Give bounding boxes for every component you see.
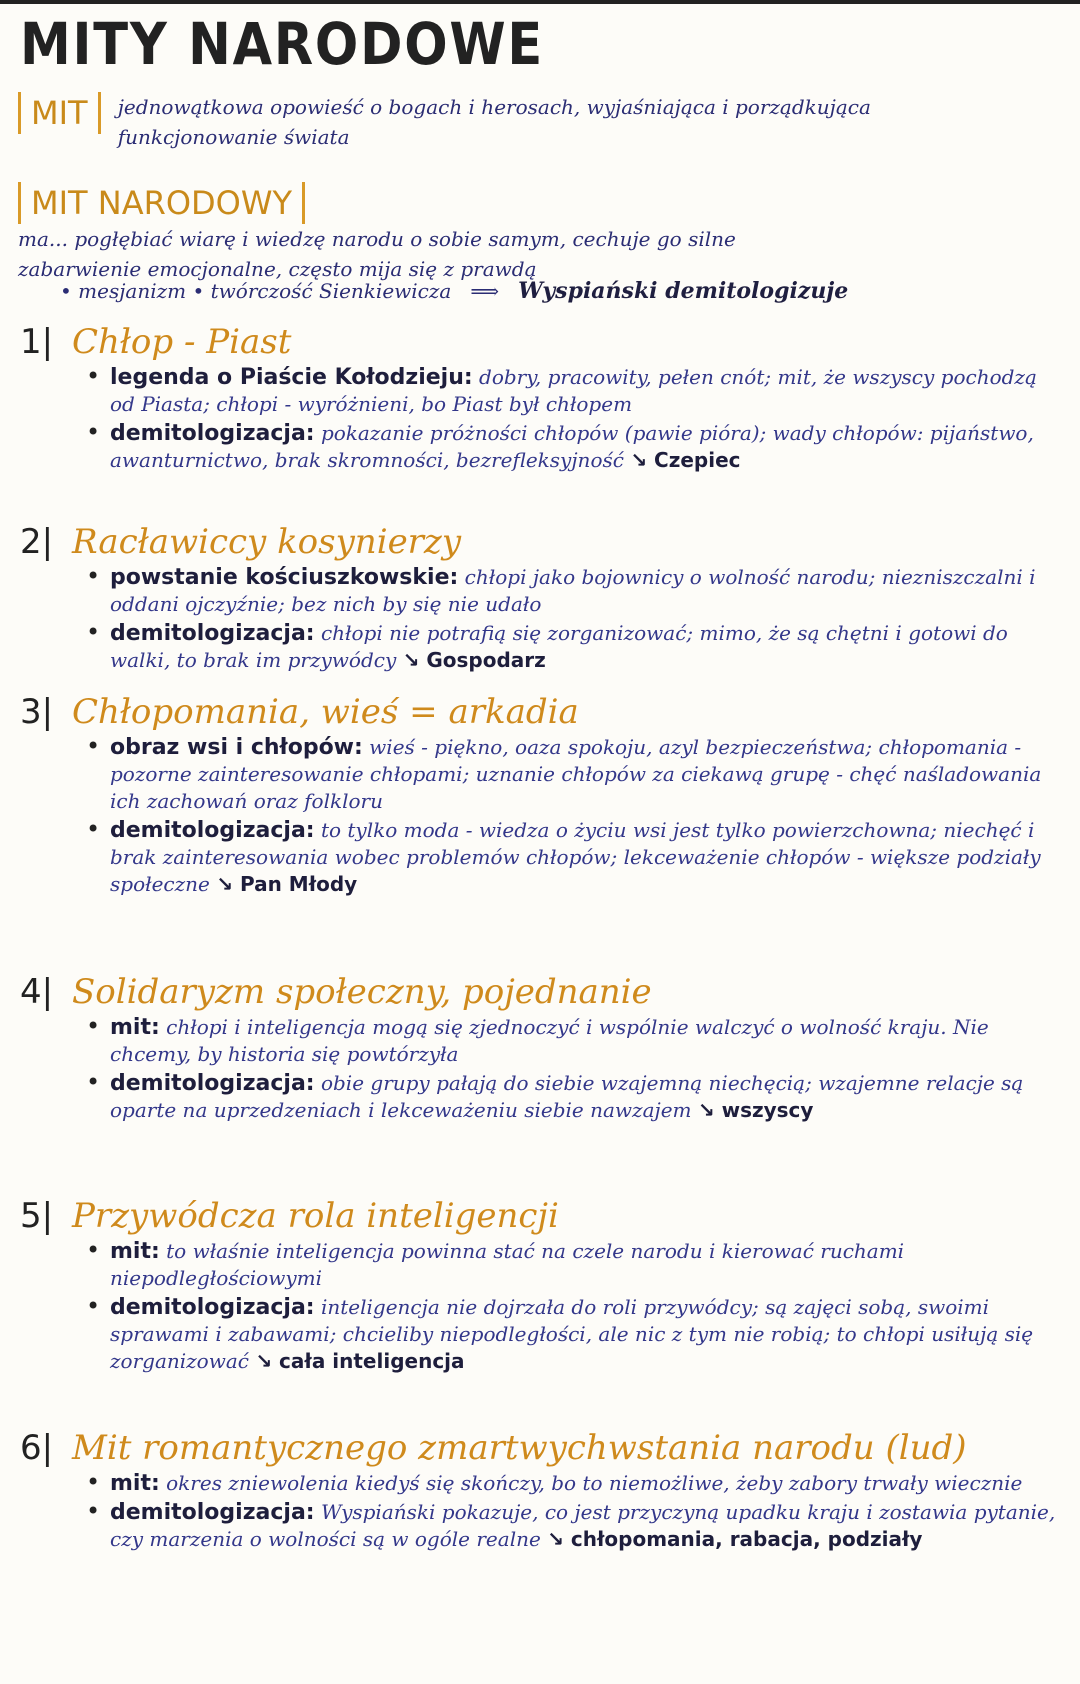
- point-label: demitologizacja:: [110, 1500, 315, 1525]
- list-item: [110, 564, 1060, 618]
- list-item: [110, 420, 1060, 474]
- point-label: demitologizacja:: [110, 1071, 315, 1096]
- definition-text: ma... pogłębiać wiarę i wiedzę narodu o sobie samym, cechuje go silne zabarwienie emocjonalne, często mija się z prawdą: [18, 227, 736, 281]
- section-title: Mit romantycznego zmartwychwstania narodu (lud): [72, 1428, 967, 1468]
- section-4: [20, 972, 1060, 1126]
- section-title: Racławiccy kosynierzy: [72, 522, 462, 562]
- section-3: [20, 692, 1060, 900]
- list-item: [110, 1070, 1060, 1124]
- point-label: mit:: [110, 1471, 160, 1496]
- list-item: [110, 1499, 1060, 1553]
- point-label: demitologizacja:: [110, 818, 315, 843]
- list-item: [110, 1238, 1060, 1292]
- point-label: mit:: [110, 1239, 160, 1264]
- definition-text: jednowątkowa opowieść o bogach i herosach, wyjaśniająca i porządkująca funkcjonowanie świata: [117, 95, 871, 149]
- section-title: Chłop - Piast: [72, 322, 292, 362]
- point-text: to tylko moda - wiedza o życiu wsi jest tylko powierzchowna; niechęć i brak zainteresowania wobec problemów chłopów; lekceważenie chłopów - większe podziały społeczne: [110, 818, 1041, 896]
- point-ref: ↘ Gospodarz: [402, 648, 546, 672]
- point-ref: ↘ Czepiec: [630, 448, 741, 472]
- point-label: demitologizacja:: [110, 1295, 315, 1320]
- list-item: [110, 1294, 1060, 1375]
- note-conclusion: Wyspiański demitologizuje: [518, 278, 849, 304]
- point-ref: ↘ chłopomania, rabacja, podziały: [547, 1527, 923, 1551]
- note-text: mesjanizm • twórczość Sienkiewicza: [78, 279, 452, 303]
- definition-term: MIT NARODOWY: [18, 182, 305, 224]
- section-number: 4|: [20, 972, 54, 1012]
- section-number: 1|: [20, 322, 54, 362]
- point-text: pokazanie próżności chłopów (pawie pióra); wady chłopów: pijaństwo, awanturnictwo, brak skromności, bezrefleksyjność: [110, 421, 1034, 472]
- point-text: inteligencja nie dojrzała do roli przywódcy; są zajęci sobą, swoimi sprawami i zabawami; chcieliby niepodległości, ale nic z tym nie robią; to chłopi usiłują się zorganizować: [110, 1295, 1034, 1373]
- point-text: chłopi i inteligencja mogą się zjednoczyć i wspólnie walczyć o wolność kraju. Nie chcemy, by historia się powtórzyła: [110, 1015, 989, 1066]
- note-line: • mesjanizm • twórczość Sienkiewicza ⟹ Wyspiański demitologizuje: [60, 278, 849, 304]
- list-item: [110, 817, 1060, 898]
- page-title: MITY NARODOWE: [20, 10, 545, 78]
- list-item: [110, 620, 1060, 674]
- arrow-icon: ⟹: [470, 279, 500, 303]
- point-label: demitologizacja:: [110, 421, 315, 446]
- definition-term: MIT: [18, 92, 101, 134]
- section-5: [20, 1196, 1060, 1377]
- list-item: [110, 1014, 1060, 1068]
- definition-mit: [18, 92, 1058, 152]
- point-ref: ↘ cała inteligencja: [255, 1349, 465, 1373]
- section-title: Solidaryzm społeczny, pojednanie: [72, 972, 652, 1012]
- section-6: [20, 1428, 1060, 1555]
- section-number: 3|: [20, 692, 54, 732]
- section-1: [20, 322, 1060, 476]
- list-item: [110, 734, 1060, 815]
- point-text: Wyspiański pokazuje, co jest przyczyną upadku kraju i zostawia pytanie, czy marzenia o wolności są w ogóle realne: [110, 1500, 1056, 1551]
- point-ref: ↘ wszyscy: [697, 1098, 814, 1122]
- section-title: Przywódcza rola inteligencji: [72, 1196, 559, 1236]
- point-text: obie grupy pałają do siebie wzajemną niechęcią; wzajemne relacje są oparte na uprzedzeniach i lekceważeniu siebie nawzajem: [110, 1071, 1024, 1122]
- section-number: 2|: [20, 522, 54, 562]
- point-label: obraz wsi i chłopów:: [110, 735, 363, 760]
- definition-mit-narodowy: [18, 182, 1058, 284]
- point-label: mit:: [110, 1015, 160, 1040]
- list-item: [110, 1470, 1060, 1497]
- point-label: powstanie kościuszkowskie:: [110, 565, 459, 590]
- point-text: chłopi nie potrafią się zorganizować; mimo, że są chętni i gotowi do walki, to brak im przywódcy: [110, 621, 1008, 672]
- point-text: dobry, pracowity, pełen cnót; mit, że wszyscy pochodzą od Piasta; chłopi - wyróżnieni, bo Piast był chłopem: [110, 365, 1037, 416]
- point-ref: ↘ Pan Młody: [216, 872, 358, 896]
- section-title: Chłopomania, wieś = arkadia: [72, 692, 579, 732]
- list-item: [110, 364, 1060, 418]
- section-2: [20, 522, 1060, 676]
- point-text: okres zniewolenia kiedyś się skończy, bo to niemożliwe, żeby zabory trwały wiecznie: [166, 1471, 1023, 1495]
- point-label: demitologizacja:: [110, 621, 315, 646]
- point-text: chłopi jako bojownicy o wolność narodu; niezniszczalni i oddani ojczyźnie; bez nich by się nie udało: [110, 565, 1036, 616]
- point-text: to właśnie inteligencja powinna stać na czele narodu i kierować ruchami niepodległościowymi: [110, 1239, 905, 1290]
- section-number: 5|: [20, 1196, 54, 1236]
- section-number: 6|: [20, 1428, 54, 1468]
- point-text: wieś - piękno, oaza spokoju, azyl bezpieczeństwa; chłopomania - pozorne zainteresowanie chłopami; uznanie chłopów za ciekawą grupę - chęć naśladowania ich zachowań oraz folkloru: [110, 735, 1042, 813]
- point-label: legenda o Piaście Kołodzieju:: [110, 365, 473, 390]
